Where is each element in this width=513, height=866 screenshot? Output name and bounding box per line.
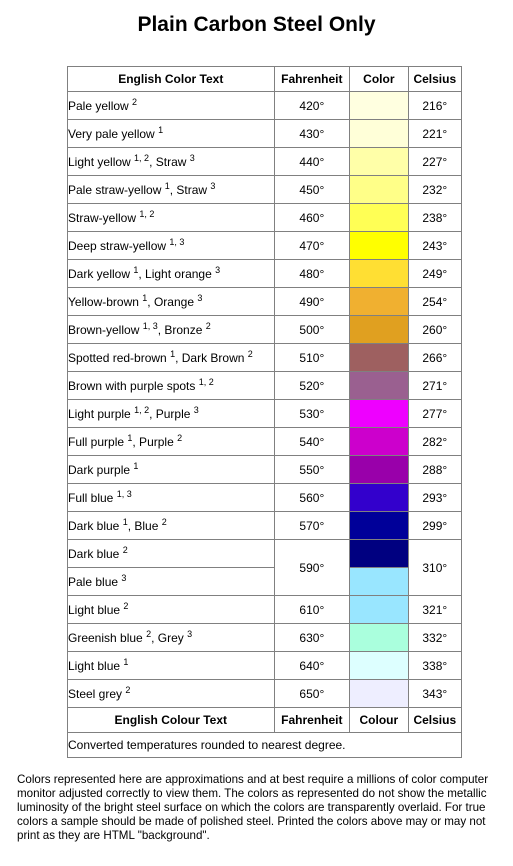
- celsius-cell: 227°: [408, 148, 461, 176]
- color-name-text: Pale straw-yellow: [68, 182, 162, 197]
- footnote-reference: 1, 3: [142, 320, 158, 331]
- color-swatch: [350, 372, 408, 400]
- fahrenheit-cell: 640°: [274, 652, 350, 680]
- fahrenheit-cell: 570°: [274, 512, 350, 540]
- footnote-reference: 3: [215, 264, 221, 275]
- fahrenheit-cell: 590°: [274, 540, 350, 596]
- celsius-cell: 271°: [408, 372, 461, 400]
- fahrenheit-cell: 430°: [274, 120, 350, 148]
- celsius-cell: 243°: [408, 232, 461, 260]
- celsius-cell: 310°: [408, 540, 461, 596]
- fahrenheit-cell: 650°: [274, 680, 350, 708]
- color-name-text: Dark blue: [68, 518, 120, 533]
- color-name-cell: [68, 344, 275, 372]
- table-row: [68, 680, 462, 708]
- fahrenheit-cell: 460°: [274, 204, 350, 232]
- color-swatch: [350, 92, 408, 120]
- footnote-reference: 3: [193, 404, 199, 415]
- table-row: [68, 176, 462, 204]
- color-name-cell: [68, 624, 275, 652]
- table-row: [68, 512, 462, 540]
- footnote-reference: 1: [164, 180, 170, 191]
- color-name-text: , Straw: [169, 182, 208, 197]
- celsius-cell: 338°: [408, 652, 461, 680]
- rounding-note: Converted temperatures rounded to nearest degree.: [68, 733, 462, 758]
- celsius-cell: 260°: [408, 316, 461, 344]
- table-row: [68, 316, 462, 344]
- color-name-text: Full blue: [68, 490, 114, 505]
- color-name-cell: [68, 596, 275, 624]
- celsius-cell: 332°: [408, 624, 461, 652]
- color-name-text: , Orange: [147, 294, 194, 309]
- color-name-text: , Straw: [149, 154, 187, 169]
- color-name-cell: [68, 260, 275, 288]
- celsius-cell: 266°: [408, 344, 461, 372]
- color-name-cell: [68, 232, 275, 260]
- table-row: [68, 540, 462, 568]
- fahrenheit-cell: 520°: [274, 372, 350, 400]
- footnote-reference: 1, 3: [116, 488, 132, 499]
- table-row: [68, 92, 462, 120]
- color-name-text: Light blue: [68, 658, 121, 673]
- color-name-cell: [68, 372, 275, 400]
- celsius-cell: 238°: [408, 204, 461, 232]
- celsius-cell: 288°: [408, 456, 461, 484]
- footnote-reference: 1, 3: [169, 236, 185, 247]
- celsius-cell: 249°: [408, 260, 461, 288]
- table-row: [68, 400, 462, 428]
- color-name-text: Yellow-brown: [68, 294, 139, 309]
- color-name-text: Pale yellow: [68, 98, 129, 113]
- footer-header-celsius: Celsius: [408, 708, 461, 733]
- footnote-reference: 2: [205, 320, 211, 331]
- color-name-text: Brown with purple spots: [68, 378, 196, 393]
- fahrenheit-cell: 480°: [274, 260, 350, 288]
- fahrenheit-cell: 560°: [274, 484, 350, 512]
- footnote-reference: 3: [197, 292, 203, 303]
- table-row: [68, 344, 462, 372]
- color-swatch: [350, 568, 408, 596]
- color-swatch: [350, 344, 408, 372]
- table-row: [68, 652, 462, 680]
- color-swatch: [350, 456, 408, 484]
- footnote-reference: 2: [122, 544, 128, 555]
- color-swatch: [350, 176, 408, 204]
- celsius-cell: 254°: [408, 288, 461, 316]
- table-row: [68, 148, 462, 176]
- footnote-reference: 3: [187, 628, 193, 639]
- color-swatch: [350, 316, 408, 344]
- footnote-reference: 1: [127, 432, 133, 443]
- color-name-cell: [68, 652, 275, 680]
- celsius-cell: 232°: [408, 176, 461, 204]
- footer-header-colour: Colour: [350, 708, 408, 733]
- table-row: [68, 596, 462, 624]
- header-fahrenheit: Fahrenheit: [274, 67, 350, 92]
- footnote-reference: 2: [247, 348, 253, 359]
- table-row: [68, 204, 462, 232]
- color-name-text: Very pale yellow: [68, 126, 155, 141]
- footnote-reference: 2: [146, 628, 152, 639]
- temper-color-table: [67, 66, 462, 758]
- color-swatch: [350, 680, 408, 708]
- color-name-cell: [68, 148, 275, 176]
- celsius-cell: 216°: [408, 92, 461, 120]
- celsius-cell: 221°: [408, 120, 461, 148]
- header-row: [68, 67, 462, 92]
- fahrenheit-cell: 490°: [274, 288, 350, 316]
- fahrenheit-cell: 530°: [274, 400, 350, 428]
- color-swatch: [350, 652, 408, 680]
- color-name-text: , Grey: [151, 630, 184, 645]
- color-name-cell: [68, 176, 275, 204]
- header-english-color-text: English Color Text: [68, 67, 275, 92]
- footnote-reference: 1, 2: [139, 208, 155, 219]
- color-swatch: [350, 400, 408, 428]
- footnote-reference: 1: [142, 292, 148, 303]
- color-name-cell: [68, 512, 275, 540]
- footnote-reference: 2: [123, 600, 129, 611]
- color-swatch: [350, 596, 408, 624]
- header-celsius: Celsius: [408, 67, 461, 92]
- color-name-text: Full purple: [68, 434, 125, 449]
- footnote-reference: 1: [133, 460, 139, 471]
- table-row: [68, 288, 462, 316]
- celsius-cell: 282°: [408, 428, 461, 456]
- footnote-reference: 1, 2: [134, 152, 150, 163]
- color-name-cell: [68, 456, 275, 484]
- table-row: [68, 428, 462, 456]
- footnote-reference: 1, 2: [134, 404, 150, 415]
- table-row: [68, 260, 462, 288]
- table-row: [68, 232, 462, 260]
- color-name-text: , Dark Brown: [175, 350, 245, 365]
- footnote-reference: 1: [158, 124, 164, 135]
- color-name-cell: [68, 540, 275, 568]
- footnote-reference: 2: [125, 684, 131, 695]
- color-name-cell: [68, 428, 275, 456]
- color-name-cell: [68, 568, 275, 596]
- color-swatch: [350, 512, 408, 540]
- color-swatch: [350, 232, 408, 260]
- color-name-text: , Light orange: [138, 266, 212, 281]
- celsius-cell: 299°: [408, 512, 461, 540]
- color-name-text: Straw-yellow: [68, 210, 137, 225]
- celsius-cell: 293°: [408, 484, 461, 512]
- color-name-cell: [68, 316, 275, 344]
- fahrenheit-cell: 470°: [274, 232, 350, 260]
- color-swatch: [350, 148, 408, 176]
- color-name-text: Light blue: [68, 602, 121, 617]
- fahrenheit-cell: 420°: [274, 92, 350, 120]
- fahrenheit-cell: 510°: [274, 344, 350, 372]
- footnote-reference: 2: [177, 432, 183, 443]
- celsius-cell: 321°: [408, 596, 461, 624]
- color-name-cell: [68, 92, 275, 120]
- fahrenheit-cell: 540°: [274, 428, 350, 456]
- footnote-reference: 2: [132, 96, 138, 107]
- table-body: [68, 92, 462, 708]
- color-name-text: Deep straw-yellow: [68, 238, 167, 253]
- footer-header-fahrenheit: Fahrenheit: [274, 708, 350, 733]
- footnote-reference: 3: [210, 180, 216, 191]
- color-name-text: Steel grey: [68, 686, 123, 701]
- fahrenheit-cell: 630°: [274, 624, 350, 652]
- footnote-reference: 2: [161, 516, 167, 527]
- color-name-text: , Bronze: [157, 322, 203, 337]
- fahrenheit-cell: 550°: [274, 456, 350, 484]
- color-swatch: [350, 260, 408, 288]
- color-name-text: Brown-yellow: [68, 322, 140, 337]
- note-row: [68, 733, 462, 758]
- footnote-reference: 1: [133, 264, 139, 275]
- color-swatch: [350, 120, 408, 148]
- fahrenheit-cell: 610°: [274, 596, 350, 624]
- color-name-text: Greenish blue: [68, 630, 143, 645]
- color-name-text: Dark yellow: [68, 266, 131, 281]
- footnote-reference: 3: [121, 572, 127, 583]
- table-row: [68, 120, 462, 148]
- color-swatch: [350, 288, 408, 316]
- footnote-reference: 1: [170, 348, 176, 359]
- color-name-text: Light yellow: [68, 154, 131, 169]
- fahrenheit-cell: 450°: [274, 176, 350, 204]
- color-name-text: Pale blue: [68, 574, 119, 589]
- color-swatch: [350, 540, 408, 568]
- page-title: Plain Carbon Steel Only: [137, 13, 376, 36]
- color-name-text: Light purple: [68, 406, 131, 421]
- fahrenheit-cell: 440°: [274, 148, 350, 176]
- celsius-cell: 343°: [408, 680, 461, 708]
- footnote-reference: 1: [122, 516, 128, 527]
- color-name-text: , Purple: [149, 406, 191, 421]
- footnote-reference: 1, 2: [198, 376, 214, 387]
- color-swatch: [350, 204, 408, 232]
- table-row: [68, 456, 462, 484]
- header-color: Color: [350, 67, 408, 92]
- color-name-text: , Purple: [132, 434, 174, 449]
- footnote-reference: 1: [123, 656, 129, 667]
- fahrenheit-cell: 500°: [274, 316, 350, 344]
- color-name-text: Spotted red-brown: [68, 350, 167, 365]
- color-name-cell: [68, 400, 275, 428]
- footnote-reference: 3: [189, 152, 195, 163]
- table-row: [68, 484, 462, 512]
- color-name-text: Dark purple: [68, 462, 131, 477]
- color-name-cell: [68, 680, 275, 708]
- color-name-text: , Blue: [127, 518, 159, 533]
- footer-header-english-colour-text: English Colour Text: [68, 708, 275, 733]
- footer-header-row: [68, 708, 462, 733]
- color-swatch: [350, 484, 408, 512]
- celsius-cell: 277°: [408, 400, 461, 428]
- table-row: [68, 372, 462, 400]
- disclaimer-text: Colors represented here are approximations and at best require a millions of color computer monitor adjusted correctly to view them. The colors as represented do not show the metallic luminosity of the bright steel surface on which the colors are transparently overlaid. For true colors a sample should be made of polished steel. Printed the colors above may or may not print as they are HTML "background".: [17, 773, 489, 842]
- color-name-cell: [68, 288, 275, 316]
- color-name-cell: [68, 204, 275, 232]
- color-swatch: [350, 624, 408, 652]
- color-swatch: [350, 428, 408, 456]
- color-name-text: Dark blue: [68, 546, 120, 561]
- color-name-cell: [68, 484, 275, 512]
- table-row: [68, 624, 462, 652]
- color-name-cell: [68, 120, 275, 148]
- table-row: [68, 568, 462, 596]
